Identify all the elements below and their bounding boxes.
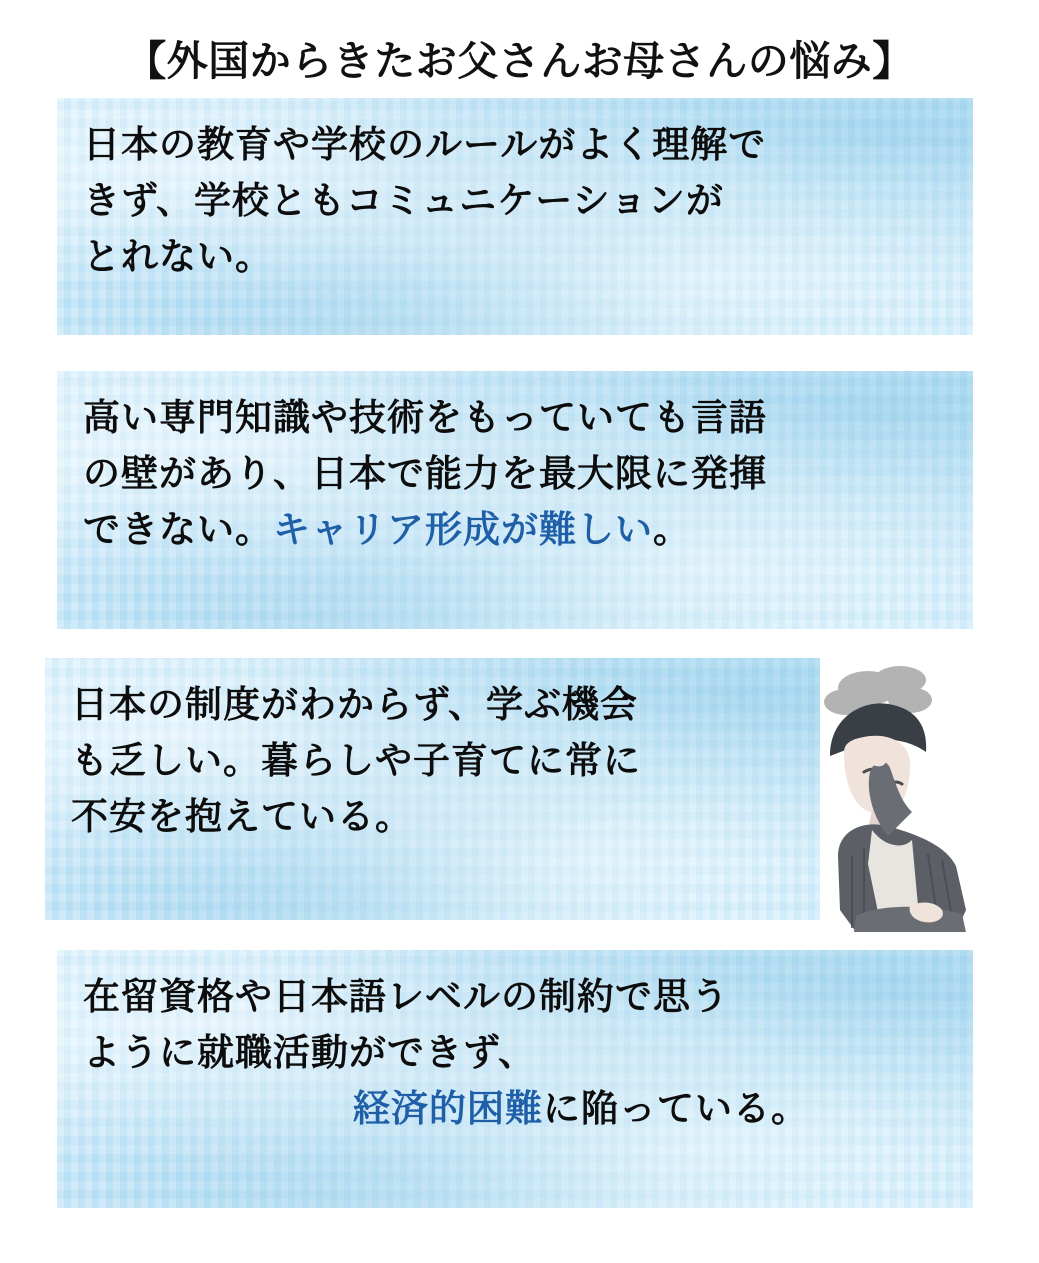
panel-2-accent-tail: 。 xyxy=(653,507,691,552)
panel-4-accent-text: 経済的困難 xyxy=(353,1086,543,1131)
panel-1-line-2: きず、学校ともコミュニケーションが xyxy=(83,178,724,223)
panel-1-line-1: 日本の教育や学校のルールがよく理解で xyxy=(83,122,767,166)
worried-person-illustration xyxy=(760,660,1010,950)
panel-2-line-1: 高い専門知識や技術をもっていても言語 xyxy=(83,395,767,439)
concern-panel-4 xyxy=(57,950,973,1208)
panel-2-line-2: の壁があり、日本で能力を最大限に発揮 xyxy=(83,451,767,496)
concern-panel-3 xyxy=(45,658,820,920)
panel-4-line-1: 在留資格や日本語レベルの制約で思う xyxy=(83,974,729,1018)
panel-4-line-2: ように就職活動ができず、 xyxy=(83,1030,537,1075)
page-title: 【外国からきたお父さんお母さんの悩み】 xyxy=(125,37,914,85)
panel-1-line-3: とれない。 xyxy=(83,234,273,279)
concern-panel-1 xyxy=(57,98,973,335)
panel-3-line-2: も乏しい。暮らしや子育てに常に xyxy=(71,738,641,783)
panel-4-line-3 xyxy=(83,1080,947,1136)
panel-3-line-1: 日本の制度がわからず、学ぶ機会 xyxy=(71,682,639,726)
concern-panel-2 xyxy=(57,371,973,629)
panel-2-line-3 xyxy=(83,501,947,557)
panel-4-accent-tail: に陥っている。 xyxy=(543,1086,809,1131)
panel-2-line-3-text: できない。 xyxy=(83,507,273,552)
panel-3-line-3: 不安を抱えている。 xyxy=(71,794,413,839)
panel-2-accent-text: キャリア形成が難しい xyxy=(273,507,653,552)
